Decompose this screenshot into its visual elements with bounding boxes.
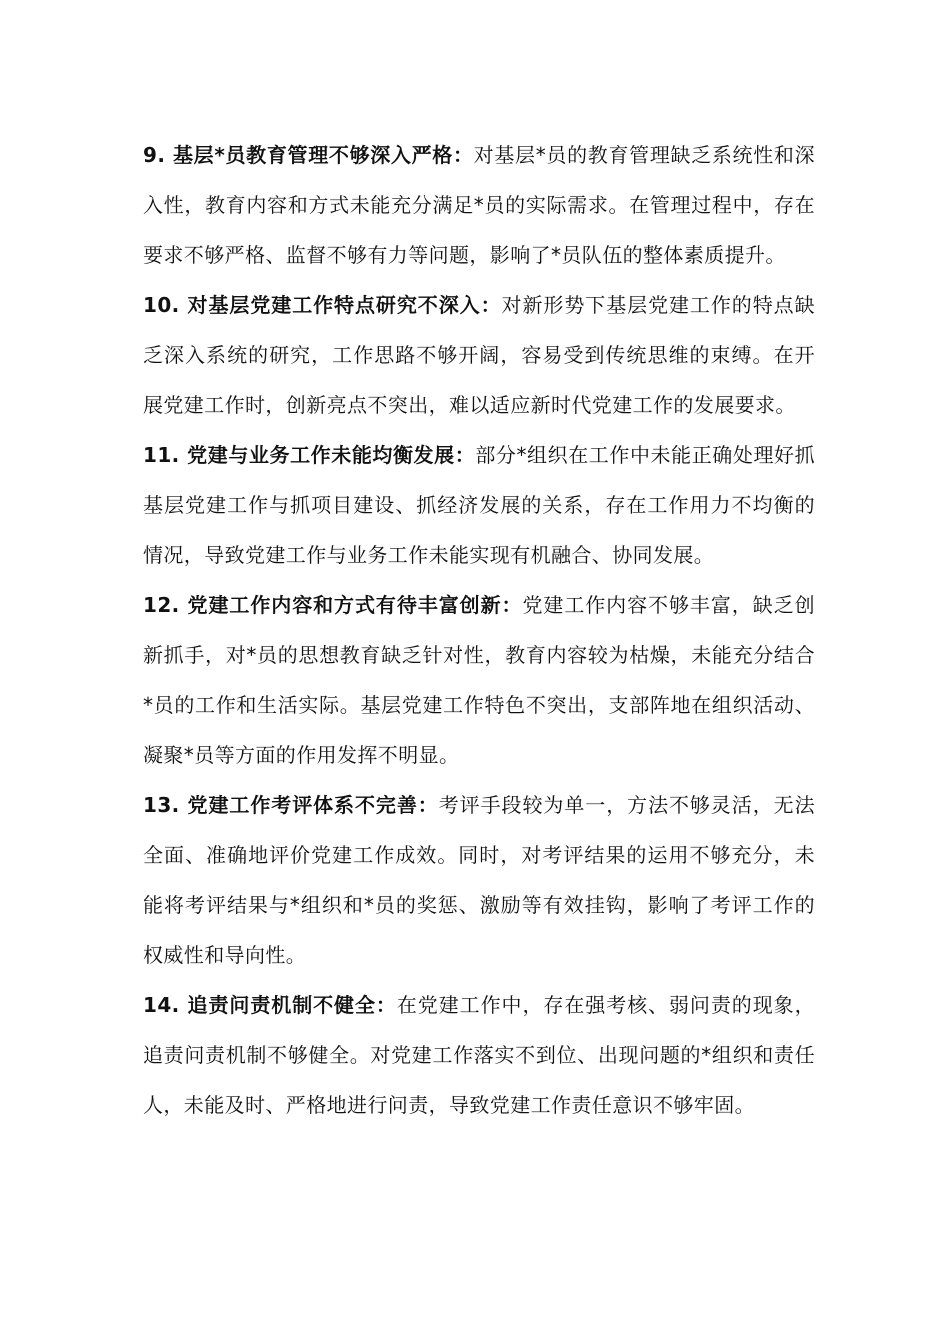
item-body: 考评手段较为单一，方法不够灵活，无法全面、准确地评价党建工作成效。同时，对考评结果的运用不够充分，未能将考评结果与*组织和*员的奖惩、激励等有效挂钩，影响了考评工作的权威性和导向性。 [143, 793, 816, 967]
item-title: 9. 基层*员教育管理不够深入严格： [143, 143, 474, 167]
list-item [143, 980, 815, 1130]
list-item [143, 430, 815, 580]
item-body: 在党建工作中，存在强考核、弱问责的现象，追责问责机制不够健全。对党建工作落实不到位、出现问题的*组织和责任人，未能及时、严格地进行问责，导致党建工作责任意识不够牢固。 [143, 993, 815, 1117]
document-body [143, 130, 815, 1130]
list-item [143, 130, 815, 280]
item-body: 党建工作内容不够丰富，缺乏创新抓手，对*员的思想教育缺乏针对性，教育内容较为枯燥，未能充分结合*员的工作和生活实际。基层党建工作特色不突出，支部阵地在组织活动、凝聚*员等方面的作用发挥不明显。 [143, 593, 815, 767]
item-title: 12. 党建工作内容和方式有待丰富创新： [143, 593, 523, 617]
item-title: 10. 对基层党建工作特点研究不深入： [143, 293, 502, 317]
item-body: 对基层*员的教育管理缺乏系统性和深入性，教育内容和方式未能充分满足*员的实际需求。在管理过程中，存在要求不够严格、监督不够有力等问题，影响了*员队伍的整体素质提升。 [143, 143, 815, 267]
list-item [143, 280, 815, 430]
list-item [143, 580, 815, 780]
item-body: 部分*组织在工作中未能正确处理好抓基层党建工作与抓项目建设、抓经济发展的关系，存在工作用力不均衡的情况，导致党建工作与业务工作未能实现有机融合、协同发展。 [143, 443, 815, 567]
item-body: 对新形势下基层党建工作的特点缺乏深入系统的研究，工作思路不够开阔，容易受到传统思维的束缚。在开展党建工作时，创新亮点不突出，难以适应新时代党建工作的发展要求。 [143, 293, 815, 417]
item-title: 11. 党建与业务工作未能均衡发展： [143, 443, 476, 467]
item-title: 13. 党建工作考评体系不完善： [143, 793, 439, 817]
list-item [143, 780, 815, 980]
item-title: 14. 追责问责机制不健全： [143, 993, 397, 1017]
